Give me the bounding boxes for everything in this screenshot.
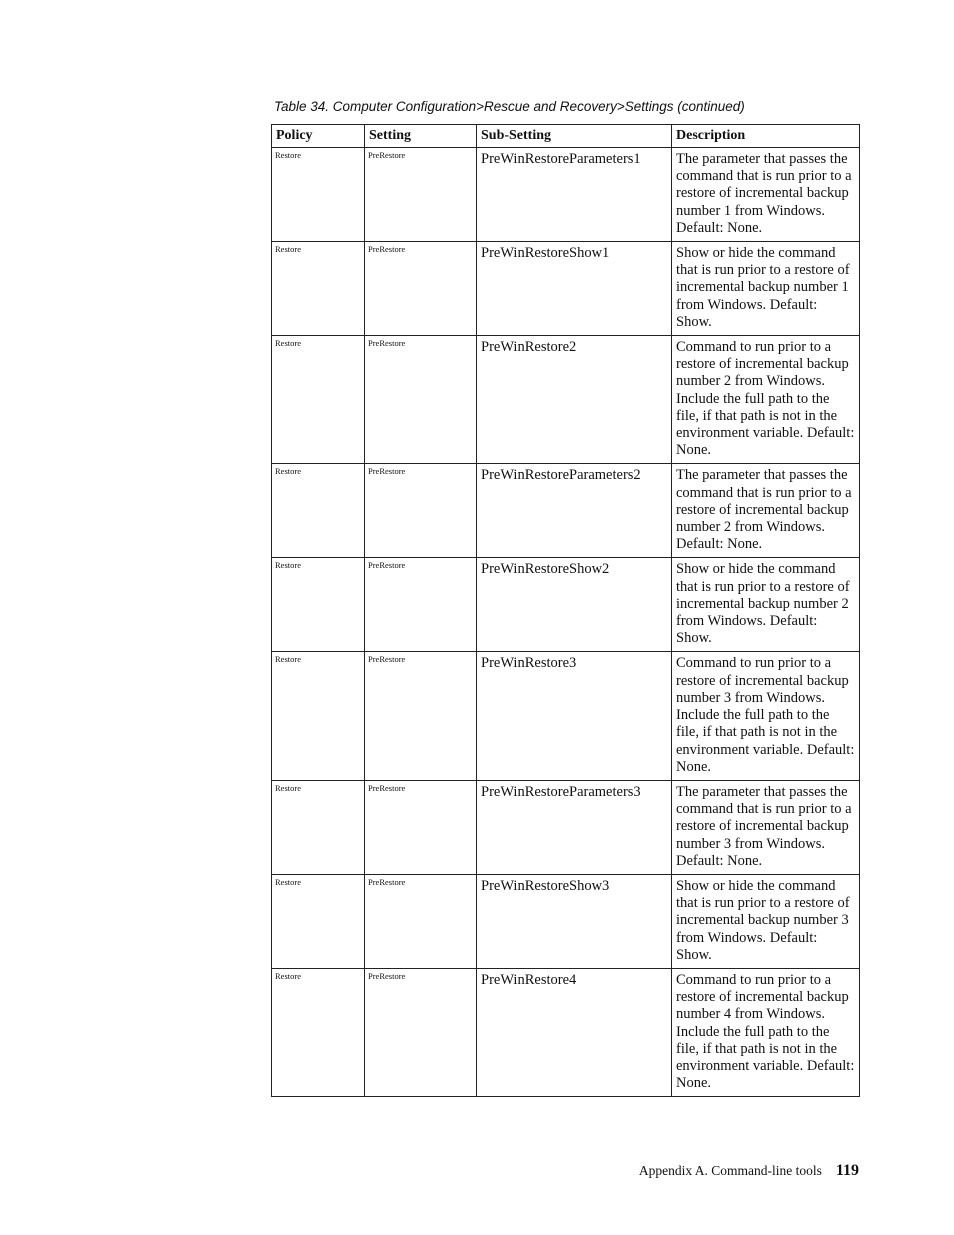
cell-policy: Restore	[272, 780, 365, 874]
header-description: Description	[672, 125, 860, 148]
cell-description: Show or hide the command that is run prior to a restore of incremental backup number 1 from Windows. Default: Show.	[672, 242, 860, 336]
cell-sub-setting: PreWinRestoreParameters1	[477, 148, 672, 242]
table-row	[272, 148, 860, 242]
cell-policy: Restore	[272, 874, 365, 968]
table-row	[272, 242, 860, 336]
cell-policy: Restore	[272, 652, 365, 780]
cell-sub-setting: PreWinRestore2	[477, 336, 672, 464]
cell-setting: PreRestore	[365, 148, 477, 242]
cell-setting: PreRestore	[365, 242, 477, 336]
cell-policy: Restore	[272, 464, 365, 558]
table-body	[272, 148, 860, 1097]
cell-description: The parameter that passes the command that is run prior to a restore of incremental backup number 2 from Windows. Default: None.	[672, 464, 860, 558]
footer-section-title: Appendix A. Command-line tools	[638, 1163, 822, 1178]
settings-table	[271, 124, 860, 1097]
header-setting: Setting	[365, 125, 477, 148]
cell-policy: Restore	[272, 336, 365, 464]
table-row	[272, 558, 860, 652]
cell-setting: PreRestore	[365, 336, 477, 464]
table-header-row	[272, 125, 860, 148]
cell-setting: PreRestore	[365, 874, 477, 968]
page-footer	[639, 1162, 859, 1180]
cell-sub-setting: PreWinRestore3	[477, 652, 672, 780]
page-number: 119	[835, 1162, 859, 1179]
cell-sub-setting: PreWinRestore4	[477, 968, 672, 1096]
table-row	[272, 464, 860, 558]
header-sub-setting: Sub-Setting	[477, 125, 672, 148]
cell-setting: PreRestore	[365, 652, 477, 780]
cell-sub-setting: PreWinRestoreShow1	[477, 242, 672, 336]
cell-policy: Restore	[272, 242, 365, 336]
cell-description: Command to run prior to a restore of incremental backup number 2 from Windows. Include the full path to the file, if that path is not in the environment variable. Default: None.	[672, 336, 860, 464]
cell-setting: PreRestore	[365, 464, 477, 558]
cell-policy: Restore	[272, 968, 365, 1096]
cell-policy: Restore	[272, 148, 365, 242]
header-policy: Policy	[272, 125, 365, 148]
table-row	[272, 780, 860, 874]
cell-description: Command to run prior to a restore of incremental backup number 3 from Windows. Include the full path to the file, if that path is not in the environment variable. Default: None.	[672, 652, 860, 780]
cell-sub-setting: PreWinRestoreParameters2	[477, 464, 672, 558]
cell-policy: Restore	[272, 558, 365, 652]
cell-setting: PreRestore	[365, 780, 477, 874]
cell-setting: PreRestore	[365, 558, 477, 652]
table-row	[272, 968, 860, 1096]
cell-description: Command to run prior to a restore of incremental backup number 4 from Windows. Include the full path to the file, if that path is not in the environment variable. Default: None.	[672, 968, 860, 1096]
cell-sub-setting: PreWinRestoreShow3	[477, 874, 672, 968]
cell-description: The parameter that passes the command that is run prior to a restore of incremental backup number 1 from Windows. Default: None.	[672, 148, 860, 242]
cell-sub-setting: PreWinRestoreShow2	[477, 558, 672, 652]
cell-description: Show or hide the command that is run prior to a restore of incremental backup number 2 from Windows. Default: Show.	[672, 558, 860, 652]
cell-sub-setting: PreWinRestoreParameters3	[477, 780, 672, 874]
table-row	[272, 336, 860, 464]
table-caption: Table 34. Computer Configuration>Rescue and Recovery>Settings (continued)	[274, 99, 745, 114]
cell-description: The parameter that passes the command that is run prior to a restore of incremental backup number 3 from Windows. Default: None.	[672, 780, 860, 874]
table-row	[272, 652, 860, 780]
cell-setting: PreRestore	[365, 968, 477, 1096]
table-row	[272, 874, 860, 968]
cell-description: Show or hide the command that is run prior to a restore of incremental backup number 3 from Windows. Default: Show.	[672, 874, 860, 968]
